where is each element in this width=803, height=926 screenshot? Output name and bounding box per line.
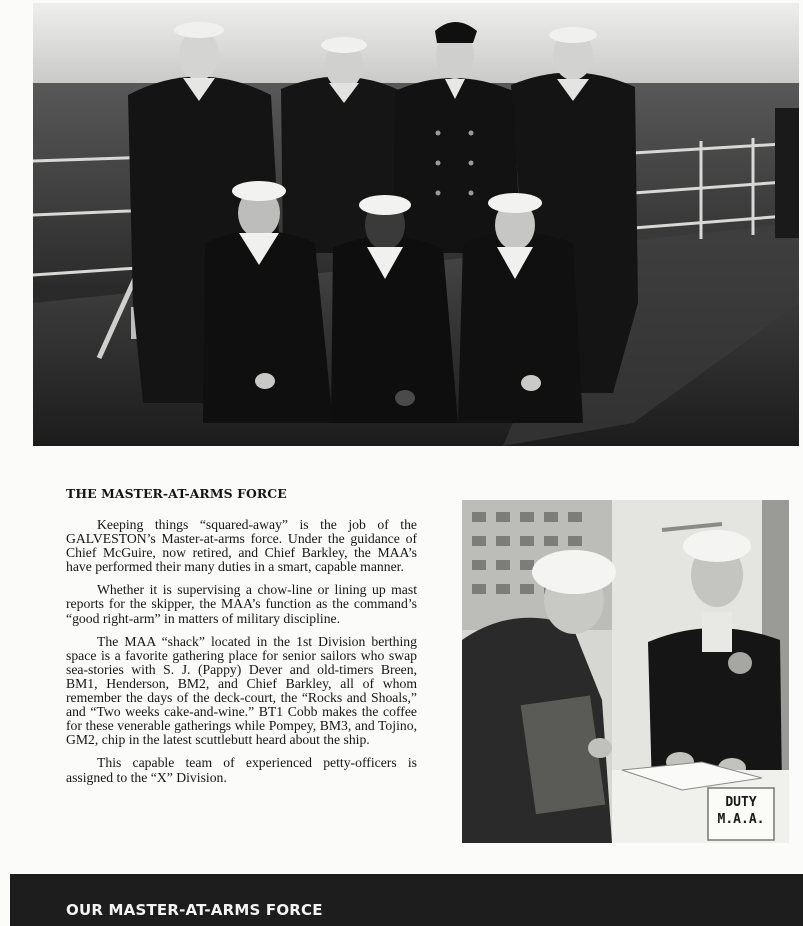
duty-maa-sign-text: DUTY M.A.A. bbox=[717, 795, 765, 827]
sky bbox=[33, 3, 799, 85]
duty-desk-photo bbox=[462, 500, 789, 843]
group-photo bbox=[33, 3, 799, 446]
article-paragraph-4: This capable team of experienced petty-officers is assigned to the “X” Division. bbox=[66, 755, 417, 785]
article-paragraph-3: The MAA “shack” located in the 1st Division berthing space is a favorite gathering place for senior sailors who swap sea-stories with S. J. (Pappy) Dever and old-timers Breen, BM1, Henderson, BM2, and Chief Barkley, all of whom remember the days of the deck-court, the “Rocks and Shoals,” and “Two weeks cake-and-wine.” BT1 Cobb makes the coffee for these venerable gatherings while Pompey, BM3, and Tojino, GM2, chip in the latest scuttlebutt heard about the ship. bbox=[66, 633, 417, 748]
footer-band bbox=[10, 874, 803, 926]
footer-title: OUR MASTER-AT-ARMS FORCE bbox=[66, 901, 323, 919]
duty-maa-sign bbox=[708, 788, 774, 840]
article bbox=[66, 486, 417, 794]
rating-badge-icon bbox=[728, 652, 752, 674]
article-paragraph-1: Keeping things “squared-away” is the job of the GALVESTON’s Master-at-arms force. Under the guidance of Chief McGuire, now retired, and Chief Barkley, the MAA’s have performed their many duties in a smart, capable manner. bbox=[66, 517, 417, 575]
group-photo-illustration bbox=[33, 3, 799, 446]
article-paragraph-2: Whether it is supervising a chow-line or lining up mast reports for the skipper, the MAA’s function as the command’s “good right-arm” in matters of military discipline. bbox=[66, 582, 417, 626]
article-heading: THE MASTER-AT-ARMS FORCE bbox=[66, 486, 287, 501]
duty-desk-illustration bbox=[462, 500, 789, 843]
